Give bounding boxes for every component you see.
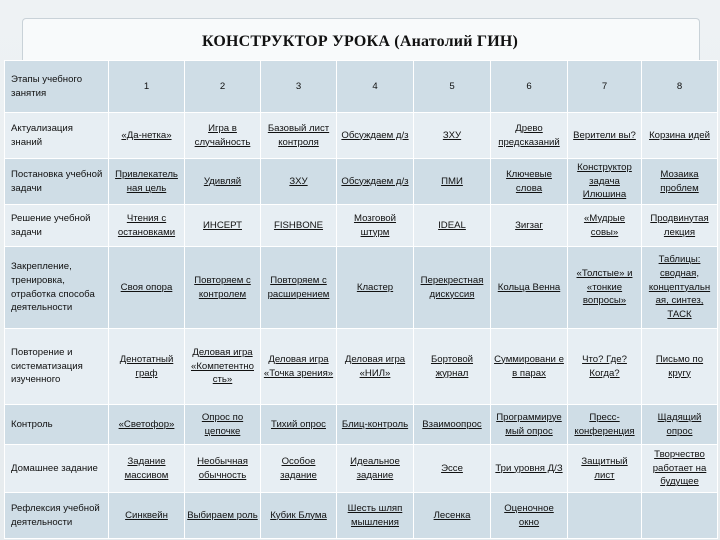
technique-name: Корзина идей — [649, 129, 710, 141]
technique-cell — [185, 329, 261, 405]
technique-cell — [491, 205, 568, 247]
technique-cell — [491, 113, 568, 159]
column-header: 3 — [261, 61, 337, 113]
technique-cell — [414, 205, 491, 247]
technique-name: Кольца Венна — [497, 281, 561, 293]
technique-name: Программируе мый опрос — [496, 411, 562, 437]
technique-cell — [109, 205, 185, 247]
technique-name: Творчество работает на будущее — [652, 448, 707, 488]
technique-cell — [261, 205, 337, 247]
table-row — [5, 205, 718, 247]
technique-name: Суммировани е в парах — [494, 353, 564, 379]
technique-name: Защитный лист — [581, 455, 628, 481]
technique-cell — [642, 405, 718, 445]
technique-name: Что? Где? Когда? — [582, 353, 627, 379]
technique-cell — [414, 493, 491, 539]
technique-cell — [109, 113, 185, 159]
technique-name: Древо предсказаний — [498, 122, 560, 148]
technique-name: Выбираем роль — [187, 509, 258, 521]
technique-name: Три уровня Д/З — [495, 462, 563, 474]
technique-cell — [185, 159, 261, 205]
technique-name: Деловая игра «Компетентно сть» — [190, 346, 254, 386]
technique-name: IDEAL — [438, 219, 466, 231]
technique-name: Блиц-контроль — [341, 418, 409, 430]
technique-cell — [261, 329, 337, 405]
column-header: 4 — [337, 61, 414, 113]
stage-label: Контроль — [5, 405, 109, 445]
technique-cell — [109, 405, 185, 445]
technique-cell — [491, 329, 568, 405]
technique-name: Кластер — [356, 281, 394, 293]
technique-name: ЗХУ — [289, 175, 308, 187]
technique-cell — [642, 205, 718, 247]
table-row — [5, 329, 718, 405]
technique-cell — [414, 113, 491, 159]
technique-name: Деловая игра «Точка зрения» — [263, 353, 334, 379]
technique-cell — [491, 159, 568, 205]
technique-name: Таблицы: сводная, концептуальн ая, синтез, ТАСК — [648, 253, 711, 321]
technique-cell — [337, 445, 414, 493]
technique-cell — [185, 247, 261, 329]
technique-name: Письмо по кругу — [655, 353, 704, 379]
technique-name: ЗХУ — [442, 129, 462, 141]
technique-cell — [642, 247, 718, 329]
technique-cell — [261, 247, 337, 329]
stage-label: Решение учебной задачи — [5, 205, 109, 247]
technique-cell — [568, 493, 642, 539]
technique-name: Повторяем с расширением — [267, 274, 330, 300]
column-header: 7 — [568, 61, 642, 113]
technique-cell — [414, 159, 491, 205]
technique-name: «Мудрые совы» — [583, 212, 626, 238]
stage-label: Рефлексия учебной деятельности — [5, 493, 109, 539]
stage-label: Повторение и систематизация изученного — [5, 329, 109, 405]
technique-cell — [185, 493, 261, 539]
technique-cell — [491, 493, 568, 539]
technique-cell — [568, 247, 642, 329]
technique-cell — [185, 445, 261, 493]
technique-name: Бортовой журнал — [430, 353, 474, 379]
table-row — [5, 445, 718, 493]
technique-cell — [185, 405, 261, 445]
technique-name: Оценочное окно — [504, 502, 554, 528]
technique-name: Щадящий опрос — [657, 411, 702, 437]
stage-label: Актуализация знаний — [5, 113, 109, 159]
technique-cell — [337, 159, 414, 205]
technique-cell — [261, 159, 337, 205]
technique-name: Синквейн — [125, 509, 168, 521]
technique-name: Шесть шляп мышления — [347, 502, 403, 528]
technique-name: Денотатный граф — [119, 353, 174, 379]
technique-cell — [568, 329, 642, 405]
technique-cell — [109, 329, 185, 405]
technique-cell — [261, 113, 337, 159]
technique-cell — [642, 113, 718, 159]
technique-name: Лесенка — [433, 509, 471, 521]
technique-cell — [109, 493, 185, 539]
technique-cell — [491, 445, 568, 493]
page-title: КОНСТРУКТОР УРОКА (Анатолий ГИН) — [201, 33, 519, 50]
column-header: 8 — [642, 61, 718, 113]
technique-cell — [337, 493, 414, 539]
technique-name: Тихий опрос — [271, 418, 326, 430]
technique-cell — [261, 445, 337, 493]
technique-name: Мозговой штурм — [353, 212, 397, 238]
technique-cell — [261, 493, 337, 539]
technique-cell — [337, 247, 414, 329]
technique-cell — [491, 247, 568, 329]
technique-name: Чтения с остановками — [117, 212, 176, 238]
stage-label: Постановка учебной задачи — [5, 159, 109, 205]
table-row — [5, 405, 718, 445]
technique-name: Игра в случайность — [194, 122, 251, 148]
table-row — [5, 159, 718, 205]
technique-name: Кубик Блума — [270, 509, 327, 521]
technique-cell — [491, 405, 568, 445]
technique-cell — [109, 159, 185, 205]
technique-cell — [568, 113, 642, 159]
technique-cell — [568, 405, 642, 445]
technique-cell — [261, 405, 337, 445]
technique-cell — [414, 247, 491, 329]
technique-cell — [109, 247, 185, 329]
column-header: 6 — [491, 61, 568, 113]
technique-name: Конструктор задача Илюшина — [577, 161, 632, 201]
technique-name: Ключевые слова — [506, 168, 552, 194]
technique-cell — [414, 405, 491, 445]
technique-name: Опрос по цепочке — [201, 411, 244, 437]
technique-name: Эссе — [441, 462, 463, 474]
technique-name: Привлекатель ная цель — [115, 168, 178, 194]
technique-cell — [642, 445, 718, 493]
technique-name: «Да-нетка» — [121, 129, 172, 141]
technique-name: Продвинутая лекция — [650, 212, 709, 238]
technique-name: Зигзаг — [515, 219, 543, 231]
technique-cell — [414, 445, 491, 493]
technique-name: Задание массивом — [124, 455, 169, 481]
table-row — [5, 113, 718, 159]
column-header: 1 — [109, 61, 185, 113]
technique-name: Обсуждаем д/з — [341, 129, 409, 141]
technique-name: FISHBONE — [273, 219, 324, 231]
stage-label: Закрепление, тренировка, отработка способа деятельности — [5, 247, 109, 329]
technique-cell — [568, 445, 642, 493]
technique-cell — [568, 205, 642, 247]
technique-cell — [337, 329, 414, 405]
technique-name: Деловая игра «НИЛ» — [344, 353, 406, 379]
technique-name: Удивляй — [203, 175, 242, 187]
technique-cell — [185, 113, 261, 159]
technique-name: Идеальное задание — [350, 455, 400, 481]
technique-cell — [337, 113, 414, 159]
technique-name: Мозаика проблем — [660, 168, 699, 194]
header-stage-label: Этапы учебного занятия — [5, 61, 109, 113]
technique-cell — [642, 159, 718, 205]
technique-name: Верители вы? — [573, 129, 636, 141]
table-row — [5, 247, 718, 329]
technique-cell — [185, 205, 261, 247]
header-row — [5, 61, 718, 113]
technique-cell — [337, 205, 414, 247]
technique-name: ИНСЕРТ — [203, 219, 242, 231]
table-row — [5, 493, 718, 539]
lesson-constructor-table — [4, 60, 718, 539]
technique-name: Своя опора — [120, 281, 173, 293]
technique-name: «Светофор» — [118, 418, 175, 430]
technique-cell — [568, 159, 642, 205]
technique-name: «Толстые» и «тонкие вопросы» — [576, 267, 633, 307]
technique-cell — [642, 493, 718, 539]
technique-name: Особое задание — [280, 455, 317, 481]
technique-name: Взаимоопрос — [422, 418, 482, 430]
technique-name: Обсуждаем д/з — [341, 175, 409, 187]
column-header: 5 — [414, 61, 491, 113]
technique-name: ПМИ — [441, 175, 463, 187]
technique-cell — [414, 329, 491, 405]
column-header: 2 — [185, 61, 261, 113]
technique-name: Перекрестная дискуссия — [420, 274, 484, 300]
technique-name: Базовый лист контроля — [267, 122, 330, 148]
technique-cell — [109, 445, 185, 493]
technique-name: Пресс-конференция — [574, 411, 635, 437]
stage-label: Домашнее задание — [5, 445, 109, 493]
technique-name: Повторяем с контролем — [194, 274, 251, 300]
technique-name: Необычная обычность — [197, 455, 248, 481]
technique-cell — [337, 405, 414, 445]
technique-cell — [642, 329, 718, 405]
